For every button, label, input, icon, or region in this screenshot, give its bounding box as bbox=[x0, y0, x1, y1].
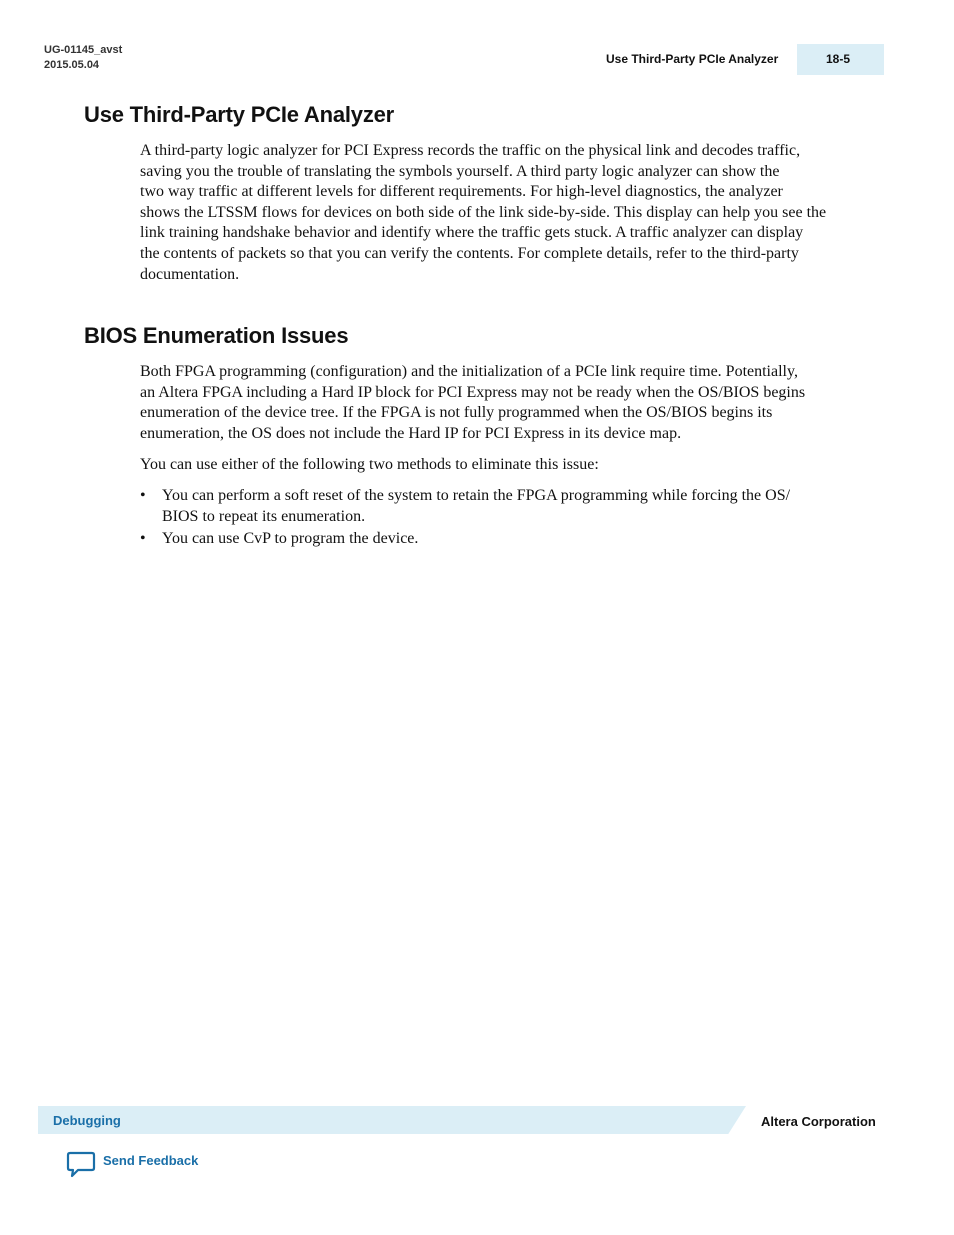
bullet-glyph: • bbox=[140, 530, 146, 547]
footer-band bbox=[38, 1106, 746, 1134]
text-line: an Altera FPGA including a Hard IP block for PCI Express may not be ready when the OS/BIOS begins bbox=[140, 383, 806, 401]
text-line: A third-party logic analyzer for PCI Express records the traffic on the physical link and decodes traffic, bbox=[140, 142, 801, 159]
text-line: link training handshake behavior and identify where the traffic gets stuck. A traffic analyzer can display bbox=[140, 224, 804, 242]
text-line: shows the LTSSM flows for devices on both side of the link side-by-side. This display can help you see the bbox=[140, 203, 827, 221]
page-number-tab bbox=[797, 44, 884, 75]
page-number: 18-5 bbox=[826, 52, 851, 66]
send-feedback-label: Send Feedback bbox=[103, 1153, 199, 1168]
document-date: 2015.05.04 bbox=[44, 59, 100, 71]
text-line: enumeration of the device tree. If the FPGA is not fully programmed when the OS/BIOS begins its bbox=[140, 404, 773, 422]
footer-company: Altera Corporation bbox=[761, 1114, 876, 1129]
footer-chapter-link[interactable]: Debugging bbox=[53, 1113, 121, 1128]
text-line: Both FPGA programming (configuration) and the initialization of a PCIe link require time. Potentially, bbox=[140, 363, 798, 380]
speech-bubble-icon bbox=[66, 1151, 96, 1178]
paragraph-bios-enumeration bbox=[140, 362, 870, 444]
section-heading-pcie-analyzer: Use Third-Party PCIe Analyzer bbox=[84, 102, 395, 127]
send-feedback-link[interactable] bbox=[66, 1150, 199, 1178]
text-line: enumeration, the OS does not include the Hard IP for PCI Express in its device map. bbox=[140, 424, 682, 442]
document-id: UG-01145_avst bbox=[44, 44, 123, 56]
text-line: the contents of packets so that you can verify the contents. For complete details, refer to the third-party bbox=[140, 244, 799, 262]
text-line: You can use CvP to program the device. bbox=[162, 530, 419, 547]
bullet-glyph: • bbox=[140, 487, 146, 504]
text-line: You can use either of the following two methods to eliminate this issue: bbox=[140, 456, 599, 473]
text-line: You can perform a soft reset of the system to retain the FPGA programming while forcing the OS/ bbox=[162, 487, 791, 504]
text-line: BIOS to repeat its enumeration. bbox=[162, 507, 366, 525]
text-line: saving you the trouble of translating the symbols yourself. A third party logic analyzer can show the bbox=[140, 162, 780, 180]
section-heading-bios-enumeration: BIOS Enumeration Issues bbox=[84, 323, 349, 348]
paragraph-methods-intro bbox=[140, 455, 870, 476]
paragraph-pcie-analyzer bbox=[140, 141, 870, 285]
running-header-title: Use Third-Party PCIe Analyzer bbox=[606, 52, 779, 66]
text-line: documentation. bbox=[140, 265, 240, 283]
document-id-block bbox=[44, 43, 122, 73]
text-line: two way traffic at different levels for different requirements. For high-level diagnostics, the analyzer bbox=[140, 183, 783, 201]
